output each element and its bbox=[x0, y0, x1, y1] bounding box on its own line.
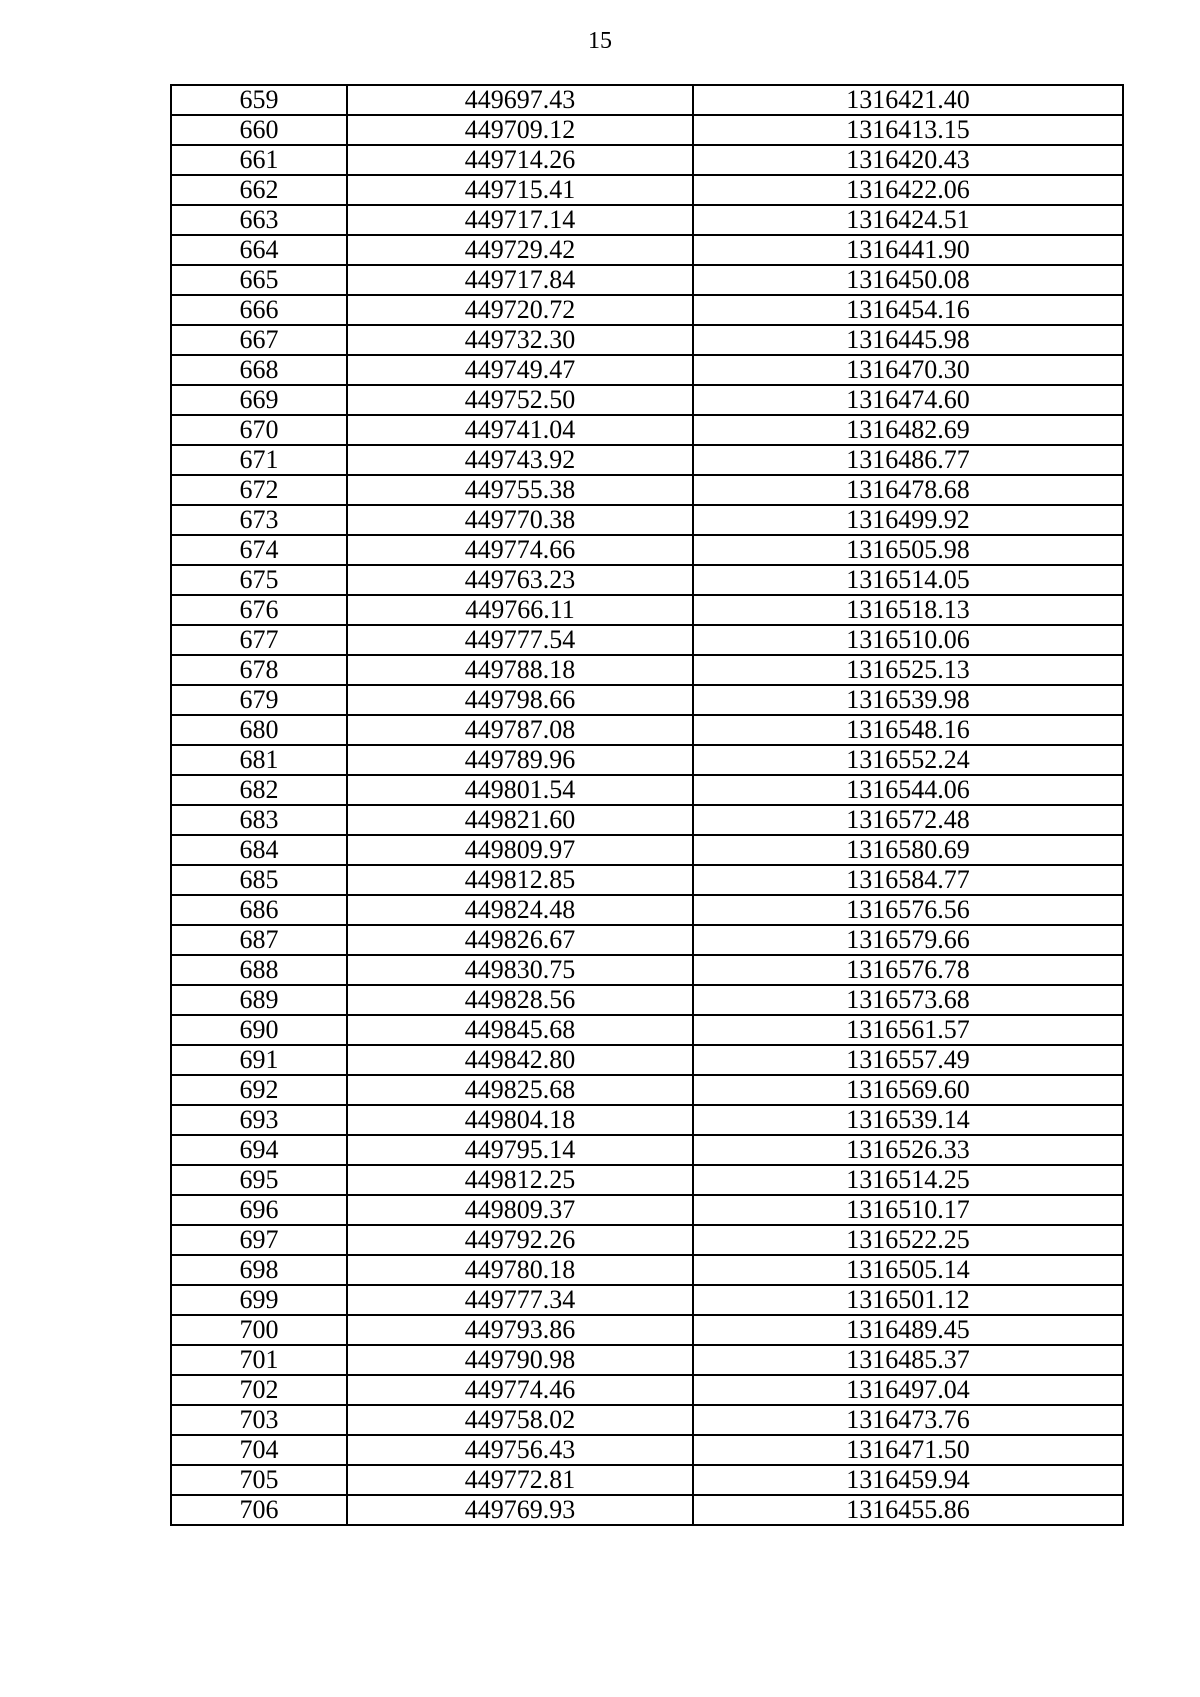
point-number-cell: 668 bbox=[171, 355, 347, 385]
table-row bbox=[171, 955, 1123, 985]
y-coordinate-cell: 1316505.98 bbox=[693, 535, 1123, 565]
x-coordinate-cell: 449809.97 bbox=[347, 835, 693, 865]
table-row bbox=[171, 1495, 1123, 1525]
table-row bbox=[171, 115, 1123, 145]
point-number-cell: 685 bbox=[171, 865, 347, 895]
x-coordinate-cell: 449830.75 bbox=[347, 955, 693, 985]
x-coordinate-cell: 449717.84 bbox=[347, 265, 693, 295]
x-coordinate-cell: 449780.18 bbox=[347, 1255, 693, 1285]
table-row bbox=[171, 1195, 1123, 1225]
y-coordinate-cell: 1316445.98 bbox=[693, 325, 1123, 355]
table-row bbox=[171, 1165, 1123, 1195]
point-number-cell: 696 bbox=[171, 1195, 347, 1225]
point-number-cell: 700 bbox=[171, 1315, 347, 1345]
y-coordinate-cell: 1316482.69 bbox=[693, 415, 1123, 445]
coordinates-table bbox=[170, 84, 1124, 1526]
table-row bbox=[171, 985, 1123, 1015]
x-coordinate-cell: 449787.08 bbox=[347, 715, 693, 745]
y-coordinate-cell: 1316499.92 bbox=[693, 505, 1123, 535]
x-coordinate-cell: 449812.25 bbox=[347, 1165, 693, 1195]
y-coordinate-cell: 1316454.16 bbox=[693, 295, 1123, 325]
point-number-cell: 695 bbox=[171, 1165, 347, 1195]
table-row bbox=[171, 895, 1123, 925]
y-coordinate-cell: 1316548.16 bbox=[693, 715, 1123, 745]
x-coordinate-cell: 449774.66 bbox=[347, 535, 693, 565]
table-row bbox=[171, 1435, 1123, 1465]
y-coordinate-cell: 1316486.77 bbox=[693, 445, 1123, 475]
table-row bbox=[171, 85, 1123, 115]
table-row bbox=[171, 835, 1123, 865]
x-coordinate-cell: 449809.37 bbox=[347, 1195, 693, 1225]
y-coordinate-cell: 1316510.06 bbox=[693, 625, 1123, 655]
x-coordinate-cell: 449812.85 bbox=[347, 865, 693, 895]
y-coordinate-cell: 1316544.06 bbox=[693, 775, 1123, 805]
point-number-cell: 670 bbox=[171, 415, 347, 445]
table-row bbox=[171, 595, 1123, 625]
x-coordinate-cell: 449766.11 bbox=[347, 595, 693, 625]
table-row bbox=[171, 1345, 1123, 1375]
y-coordinate-cell: 1316514.25 bbox=[693, 1165, 1123, 1195]
x-coordinate-cell: 449715.41 bbox=[347, 175, 693, 205]
y-coordinate-cell: 1316420.43 bbox=[693, 145, 1123, 175]
y-coordinate-cell: 1316471.50 bbox=[693, 1435, 1123, 1465]
table-row bbox=[171, 475, 1123, 505]
table-row bbox=[171, 445, 1123, 475]
point-number-cell: 665 bbox=[171, 265, 347, 295]
table-row bbox=[171, 355, 1123, 385]
y-coordinate-cell: 1316505.14 bbox=[693, 1255, 1123, 1285]
x-coordinate-cell: 449828.56 bbox=[347, 985, 693, 1015]
point-number-cell: 660 bbox=[171, 115, 347, 145]
y-coordinate-cell: 1316518.13 bbox=[693, 595, 1123, 625]
point-number-cell: 680 bbox=[171, 715, 347, 745]
table-row bbox=[171, 1285, 1123, 1315]
x-coordinate-cell: 449758.02 bbox=[347, 1405, 693, 1435]
point-number-cell: 679 bbox=[171, 685, 347, 715]
point-number-cell: 682 bbox=[171, 775, 347, 805]
coordinates-table-body bbox=[171, 85, 1123, 1525]
y-coordinate-cell: 1316514.05 bbox=[693, 565, 1123, 595]
table-row bbox=[171, 235, 1123, 265]
x-coordinate-cell: 449777.54 bbox=[347, 625, 693, 655]
x-coordinate-cell: 449795.14 bbox=[347, 1135, 693, 1165]
point-number-cell: 671 bbox=[171, 445, 347, 475]
y-coordinate-cell: 1316576.78 bbox=[693, 955, 1123, 985]
point-number-cell: 669 bbox=[171, 385, 347, 415]
x-coordinate-cell: 449729.42 bbox=[347, 235, 693, 265]
point-number-cell: 703 bbox=[171, 1405, 347, 1435]
point-number-cell: 686 bbox=[171, 895, 347, 925]
table-row bbox=[171, 655, 1123, 685]
y-coordinate-cell: 1316510.17 bbox=[693, 1195, 1123, 1225]
y-coordinate-cell: 1316539.98 bbox=[693, 685, 1123, 715]
table-row bbox=[171, 145, 1123, 175]
point-number-cell: 688 bbox=[171, 955, 347, 985]
table-row bbox=[171, 1105, 1123, 1135]
point-number-cell: 678 bbox=[171, 655, 347, 685]
x-coordinate-cell: 449798.66 bbox=[347, 685, 693, 715]
y-coordinate-cell: 1316526.33 bbox=[693, 1135, 1123, 1165]
point-number-cell: 684 bbox=[171, 835, 347, 865]
table-row bbox=[171, 805, 1123, 835]
x-coordinate-cell: 449714.26 bbox=[347, 145, 693, 175]
y-coordinate-cell: 1316413.15 bbox=[693, 115, 1123, 145]
y-coordinate-cell: 1316572.48 bbox=[693, 805, 1123, 835]
point-number-cell: 672 bbox=[171, 475, 347, 505]
point-number-cell: 692 bbox=[171, 1075, 347, 1105]
x-coordinate-cell: 449752.50 bbox=[347, 385, 693, 415]
point-number-cell: 674 bbox=[171, 535, 347, 565]
y-coordinate-cell: 1316522.25 bbox=[693, 1225, 1123, 1255]
x-coordinate-cell: 449804.18 bbox=[347, 1105, 693, 1135]
y-coordinate-cell: 1316485.37 bbox=[693, 1345, 1123, 1375]
y-coordinate-cell: 1316576.56 bbox=[693, 895, 1123, 925]
table-row bbox=[171, 535, 1123, 565]
table-row bbox=[171, 1015, 1123, 1045]
table-row bbox=[171, 775, 1123, 805]
y-coordinate-cell: 1316557.49 bbox=[693, 1045, 1123, 1075]
point-number-cell: 662 bbox=[171, 175, 347, 205]
point-number-cell: 690 bbox=[171, 1015, 347, 1045]
y-coordinate-cell: 1316470.30 bbox=[693, 355, 1123, 385]
x-coordinate-cell: 449790.98 bbox=[347, 1345, 693, 1375]
point-number-cell: 706 bbox=[171, 1495, 347, 1525]
x-coordinate-cell: 449720.72 bbox=[347, 295, 693, 325]
y-coordinate-cell: 1316579.66 bbox=[693, 925, 1123, 955]
y-coordinate-cell: 1316473.76 bbox=[693, 1405, 1123, 1435]
x-coordinate-cell: 449743.92 bbox=[347, 445, 693, 475]
y-coordinate-cell: 1316561.57 bbox=[693, 1015, 1123, 1045]
y-coordinate-cell: 1316478.68 bbox=[693, 475, 1123, 505]
point-number-cell: 664 bbox=[171, 235, 347, 265]
table-row bbox=[171, 325, 1123, 355]
y-coordinate-cell: 1316573.68 bbox=[693, 985, 1123, 1015]
x-coordinate-cell: 449756.43 bbox=[347, 1435, 693, 1465]
table-row bbox=[171, 1075, 1123, 1105]
point-number-cell: 698 bbox=[171, 1255, 347, 1285]
point-number-cell: 663 bbox=[171, 205, 347, 235]
x-coordinate-cell: 449789.96 bbox=[347, 745, 693, 775]
point-number-cell: 666 bbox=[171, 295, 347, 325]
point-number-cell: 689 bbox=[171, 985, 347, 1015]
table-row bbox=[171, 625, 1123, 655]
table-row bbox=[171, 175, 1123, 205]
x-coordinate-cell: 449824.48 bbox=[347, 895, 693, 925]
x-coordinate-cell: 449788.18 bbox=[347, 655, 693, 685]
point-number-cell: 693 bbox=[171, 1105, 347, 1135]
y-coordinate-cell: 1316474.60 bbox=[693, 385, 1123, 415]
point-number-cell: 701 bbox=[171, 1345, 347, 1375]
y-coordinate-cell: 1316441.90 bbox=[693, 235, 1123, 265]
x-coordinate-cell: 449825.68 bbox=[347, 1075, 693, 1105]
point-number-cell: 697 bbox=[171, 1225, 347, 1255]
y-coordinate-cell: 1316569.60 bbox=[693, 1075, 1123, 1105]
table-row bbox=[171, 745, 1123, 775]
x-coordinate-cell: 449717.14 bbox=[347, 205, 693, 235]
x-coordinate-cell: 449732.30 bbox=[347, 325, 693, 355]
y-coordinate-cell: 1316539.14 bbox=[693, 1105, 1123, 1135]
y-coordinate-cell: 1316525.13 bbox=[693, 655, 1123, 685]
point-number-cell: 699 bbox=[171, 1285, 347, 1315]
x-coordinate-cell: 449842.80 bbox=[347, 1045, 693, 1075]
table-row bbox=[171, 1045, 1123, 1075]
table-row bbox=[171, 1465, 1123, 1495]
point-number-cell: 691 bbox=[171, 1045, 347, 1075]
x-coordinate-cell: 449772.81 bbox=[347, 1465, 693, 1495]
x-coordinate-cell: 449777.34 bbox=[347, 1285, 693, 1315]
table-row bbox=[171, 1225, 1123, 1255]
y-coordinate-cell: 1316450.08 bbox=[693, 265, 1123, 295]
x-coordinate-cell: 449709.12 bbox=[347, 115, 693, 145]
table-row bbox=[171, 205, 1123, 235]
point-number-cell: 675 bbox=[171, 565, 347, 595]
x-coordinate-cell: 449755.38 bbox=[347, 475, 693, 505]
table-row bbox=[171, 1315, 1123, 1345]
y-coordinate-cell: 1316459.94 bbox=[693, 1465, 1123, 1495]
point-number-cell: 673 bbox=[171, 505, 347, 535]
x-coordinate-cell: 449826.67 bbox=[347, 925, 693, 955]
y-coordinate-cell: 1316580.69 bbox=[693, 835, 1123, 865]
y-coordinate-cell: 1316552.24 bbox=[693, 745, 1123, 775]
x-coordinate-cell: 449749.47 bbox=[347, 355, 693, 385]
y-coordinate-cell: 1316422.06 bbox=[693, 175, 1123, 205]
point-number-cell: 683 bbox=[171, 805, 347, 835]
x-coordinate-cell: 449741.04 bbox=[347, 415, 693, 445]
point-number-cell: 694 bbox=[171, 1135, 347, 1165]
page-number: 15 bbox=[588, 28, 612, 54]
y-coordinate-cell: 1316501.12 bbox=[693, 1285, 1123, 1315]
x-coordinate-cell: 449845.68 bbox=[347, 1015, 693, 1045]
point-number-cell: 687 bbox=[171, 925, 347, 955]
y-coordinate-cell: 1316455.86 bbox=[693, 1495, 1123, 1525]
x-coordinate-cell: 449763.23 bbox=[347, 565, 693, 595]
table-row bbox=[171, 685, 1123, 715]
x-coordinate-cell: 449801.54 bbox=[347, 775, 693, 805]
x-coordinate-cell: 449793.86 bbox=[347, 1315, 693, 1345]
table-row bbox=[171, 265, 1123, 295]
point-number-cell: 704 bbox=[171, 1435, 347, 1465]
point-number-cell: 676 bbox=[171, 595, 347, 625]
x-coordinate-cell: 449792.26 bbox=[347, 1225, 693, 1255]
y-coordinate-cell: 1316421.40 bbox=[693, 85, 1123, 115]
x-coordinate-cell: 449769.93 bbox=[347, 1495, 693, 1525]
y-coordinate-cell: 1316584.77 bbox=[693, 865, 1123, 895]
y-coordinate-cell: 1316489.45 bbox=[693, 1315, 1123, 1345]
x-coordinate-cell: 449697.43 bbox=[347, 85, 693, 115]
point-number-cell: 705 bbox=[171, 1465, 347, 1495]
table-row bbox=[171, 1135, 1123, 1165]
table-row bbox=[171, 1255, 1123, 1285]
x-coordinate-cell: 449770.38 bbox=[347, 505, 693, 535]
table-row bbox=[171, 865, 1123, 895]
table-row bbox=[171, 1375, 1123, 1405]
table-row bbox=[171, 1405, 1123, 1435]
table-row bbox=[171, 715, 1123, 745]
y-coordinate-cell: 1316424.51 bbox=[693, 205, 1123, 235]
point-number-cell: 702 bbox=[171, 1375, 347, 1405]
table-row bbox=[171, 505, 1123, 535]
point-number-cell: 677 bbox=[171, 625, 347, 655]
table-row bbox=[171, 415, 1123, 445]
table-row bbox=[171, 295, 1123, 325]
point-number-cell: 659 bbox=[171, 85, 347, 115]
table-row bbox=[171, 925, 1123, 955]
table-row bbox=[171, 385, 1123, 415]
x-coordinate-cell: 449821.60 bbox=[347, 805, 693, 835]
table-row bbox=[171, 565, 1123, 595]
point-number-cell: 667 bbox=[171, 325, 347, 355]
x-coordinate-cell: 449774.46 bbox=[347, 1375, 693, 1405]
y-coordinate-cell: 1316497.04 bbox=[693, 1375, 1123, 1405]
point-number-cell: 681 bbox=[171, 745, 347, 775]
point-number-cell: 661 bbox=[171, 145, 347, 175]
